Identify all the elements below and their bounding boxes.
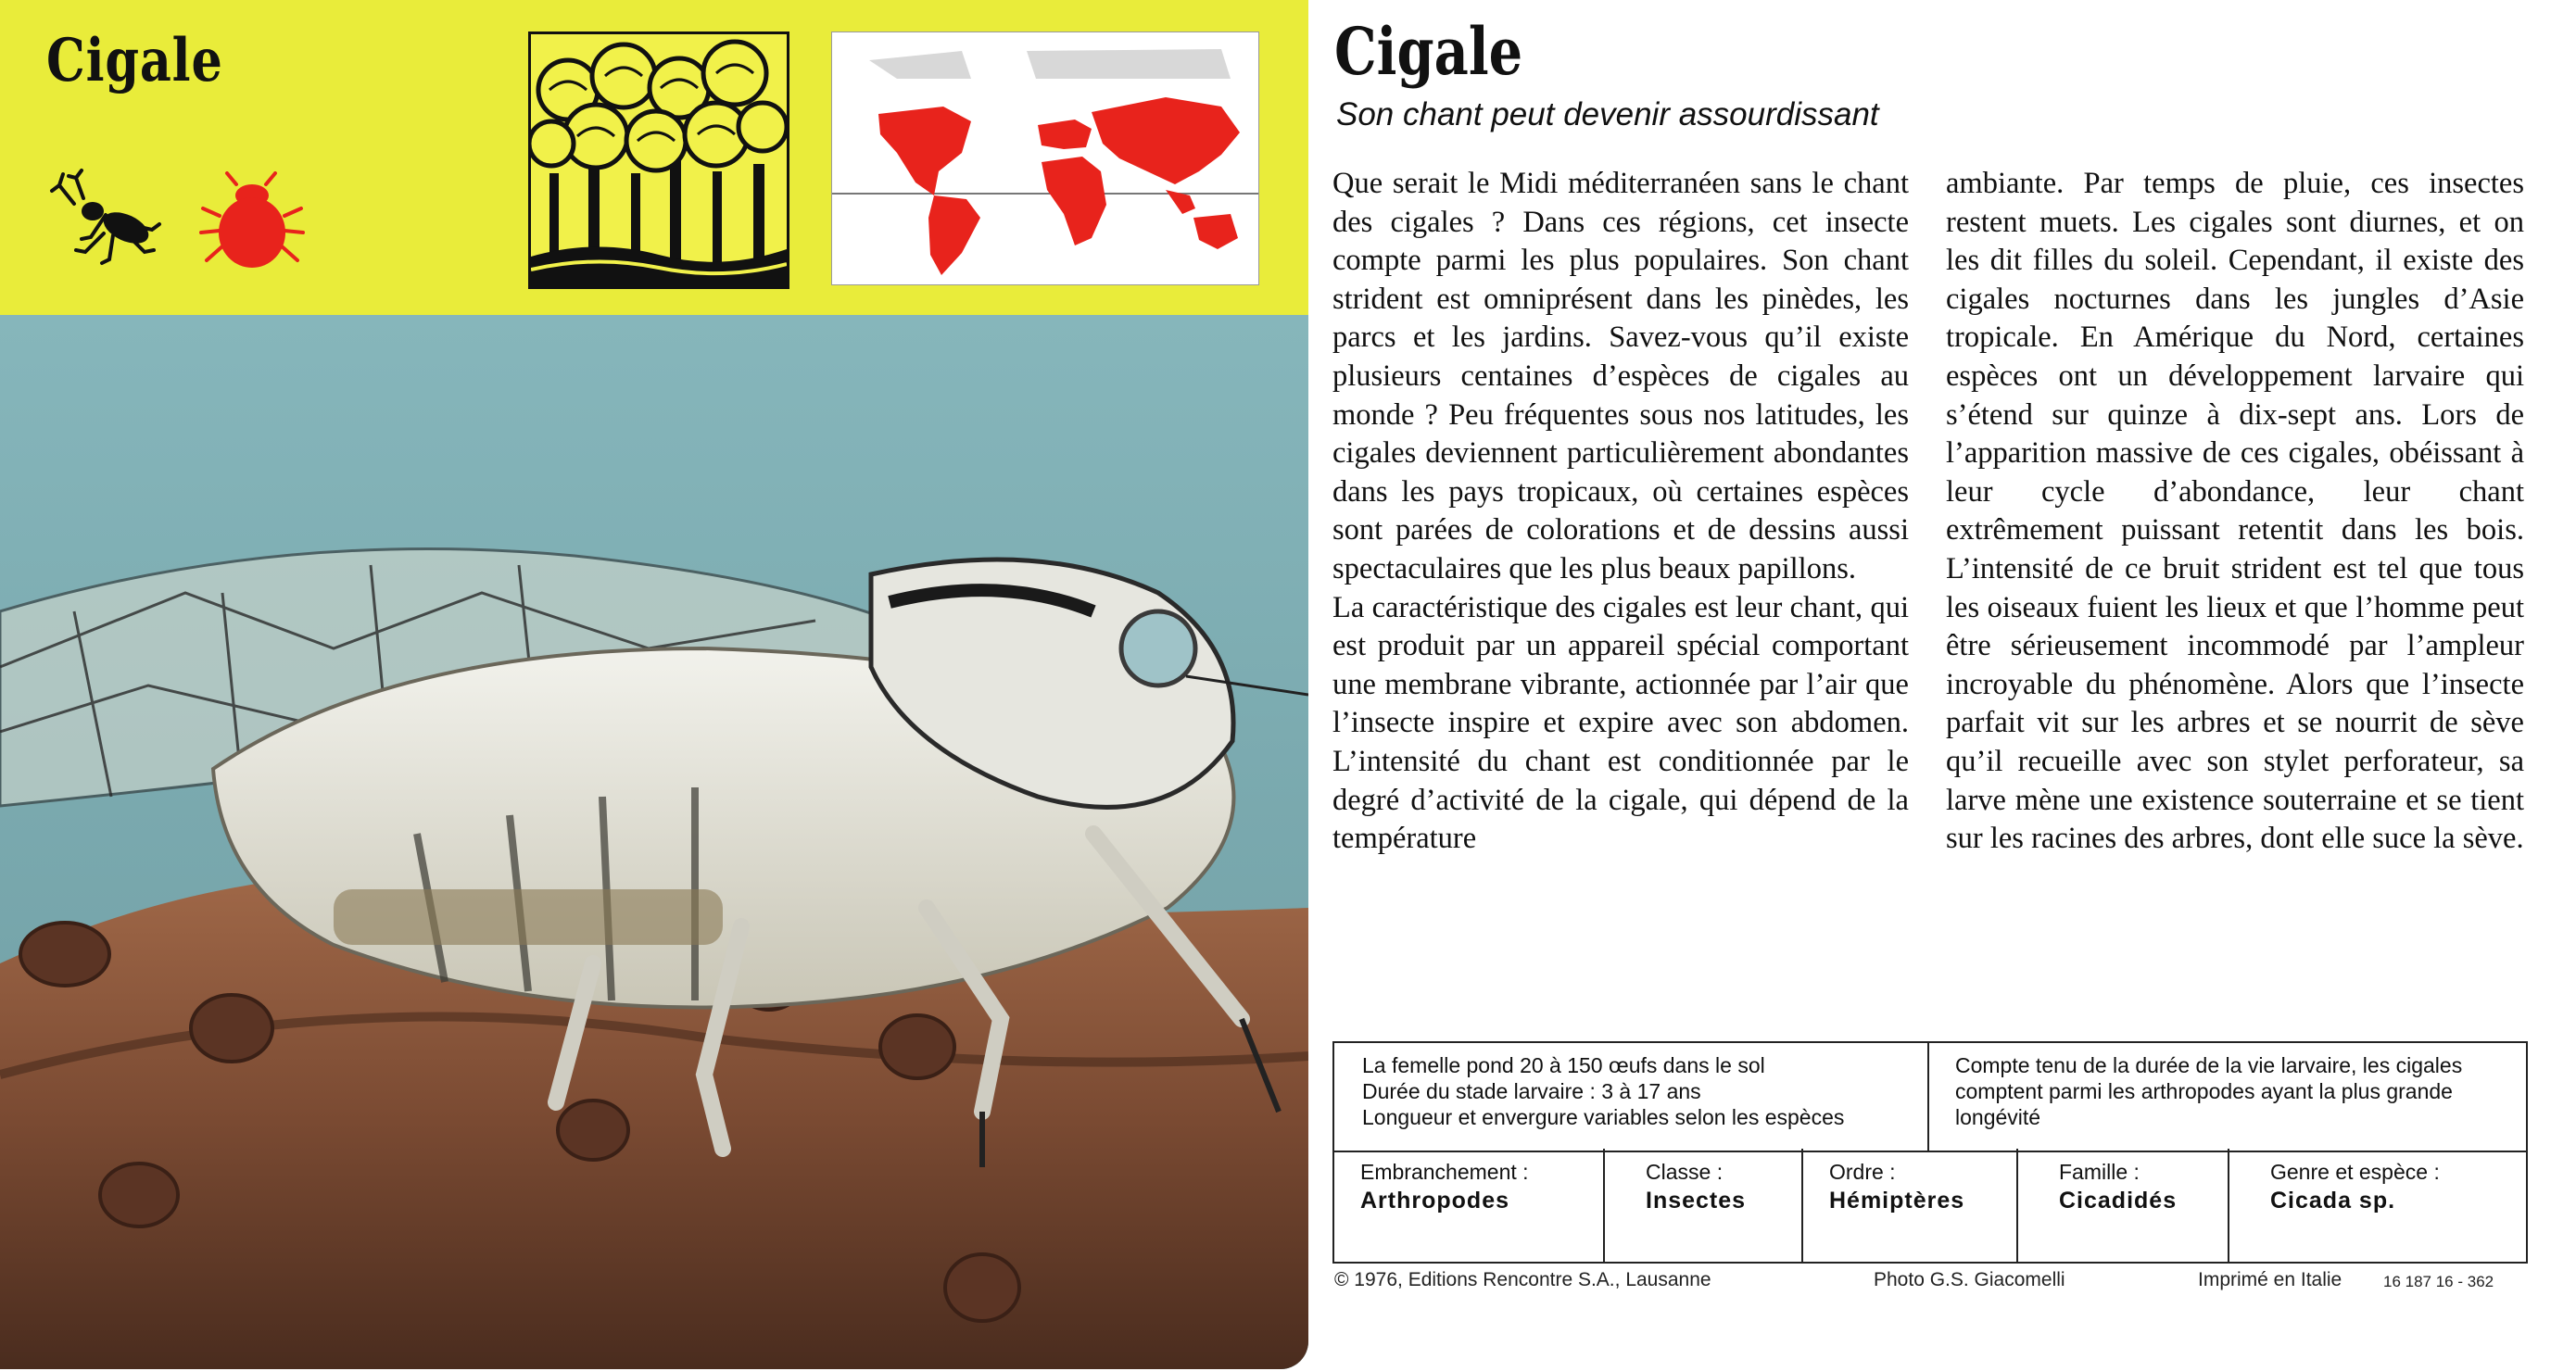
- cicada-photo: [0, 315, 1308, 1369]
- facts-right: Compte tenu de la durée de la vie larvaire, les cigales comptent parmi les arthropodes ayant la plus grande longévité: [1955, 1053, 2463, 1129]
- forest-habitat-icon: [528, 31, 789, 289]
- taxonomy-value: Hémiptères: [1829, 1188, 1965, 1214]
- fact-line: La femelle pond 20 à 150 œufs dans le sol: [1362, 1053, 1765, 1077]
- paragraph-2: La caractéristique des cigales est leur chant, qui est produit par un appareil spécial comportant une membrane vibrante, actionnée par l’air que l’insecte inspire et expire avec son abdomen. L’intensité du chant est conditionnée par le degré d’activité de la cigale, qui dépend de la température: [1332, 590, 1909, 856]
- article-title: Cigale: [1334, 13, 1523, 90]
- text-column-2: [1946, 165, 2524, 859]
- card-title: Cigale: [46, 26, 223, 95]
- taxonomy-label: Famille :: [2059, 1160, 2140, 1184]
- photo-credit: Photo G.S. Giacomelli: [1874, 1269, 2065, 1290]
- taxonomy-cell: [1801, 1149, 2018, 1262]
- facts-left: [1362, 1052, 1900, 1130]
- article-subtitle: Son chant peut devenir assourdissant: [1336, 96, 1879, 132]
- article-panel: [1308, 0, 2576, 1371]
- text-column-1: [1332, 165, 1909, 859]
- mite-icon: [199, 171, 306, 278]
- fact-line: Longueur et envergure variables selon les espèces: [1362, 1105, 1845, 1129]
- fact-line: Durée du stade larvaire : 3 à 17 ans: [1362, 1079, 1701, 1103]
- facts-box: [1332, 1041, 2528, 1152]
- taxonomy-cell: [1603, 1149, 1803, 1262]
- card-code: 16 187 16 - 362: [2383, 1273, 2494, 1290]
- paragraph-3: ambiante. Par temps de pluie, ces insectes restent muets. Les cigales sont diurnes, et on les dit filles du soleil. Cependant, il existe des cigales nocturnes dans les jungles d’Asie tropicale. En Amérique du Nord, certaines espèces ont un développement larvaire qui s’étend sur quinze à dix-sept ans. Lors de l’apparition massive de ces cigales, obéissant à leur cycle d’abondance, leur chant extrêmement puissant retentit dans les bois. L’intensité de ce bruit strident est tel que tous les oiseaux fuient les lieux et que l’homme peut être sérieusement incommodé par l’ampleur incroyable du phénomène. Alors que l’insecte parfait vit sur les arbres et se nourrit de sève qu’il recueille avec son stylet perforateur, sa larve mène une existence souterraine et se tient sur les racines des arbres, dont elle suce la sève.: [1946, 167, 2524, 856]
- taxonomy-value: Insectes: [1646, 1188, 1747, 1214]
- paragraph-1: Que serait le Midi méditerranéen sans le chant des cigales ? Dans ces régions, cet insecte compte parmi les plus populaires. Son chant strident est omniprésent dans les pinèdes, les parcs et les jardins. Savez-vous qu’il existe plusieurs centaines d’espèces de cigales au monde ? Peu fréquentes sous nos latitudes, les cigales deviennent particulièrement abondantes dans les pays tropicaux, où certaines espèces sont parées de colorations et de dessins aussi spectaculaires que les plus beaux papillons.: [1332, 167, 1909, 585]
- taxonomy-label: Embranchement :: [1360, 1160, 1529, 1184]
- copyright: © 1976, Editions Rencontre S.A., Lausanne: [1334, 1269, 1711, 1290]
- taxonomy-cell: [2228, 1149, 2528, 1262]
- taxonomy-value: Cicada sp.: [2270, 1188, 2396, 1214]
- printed-in: Imprimé en Italie: [2198, 1269, 2342, 1290]
- taxonomy-label: Classe :: [1646, 1160, 1724, 1184]
- taxonomy-table: [1332, 1149, 2528, 1264]
- taxonomy-label: Genre et espèce :: [2270, 1160, 2440, 1184]
- taxonomy-value: Cicadidés: [2059, 1188, 2178, 1214]
- taxonomy-cell: [2016, 1149, 2229, 1262]
- world-distribution-map: [831, 31, 1259, 285]
- beetle-icon: [48, 167, 164, 269]
- divider: [1927, 1043, 1929, 1151]
- taxonomy-cell: [1334, 1149, 1603, 1262]
- taxonomy-label: Ordre :: [1829, 1160, 1896, 1184]
- taxonomy-value: Arthropodes: [1360, 1188, 1509, 1214]
